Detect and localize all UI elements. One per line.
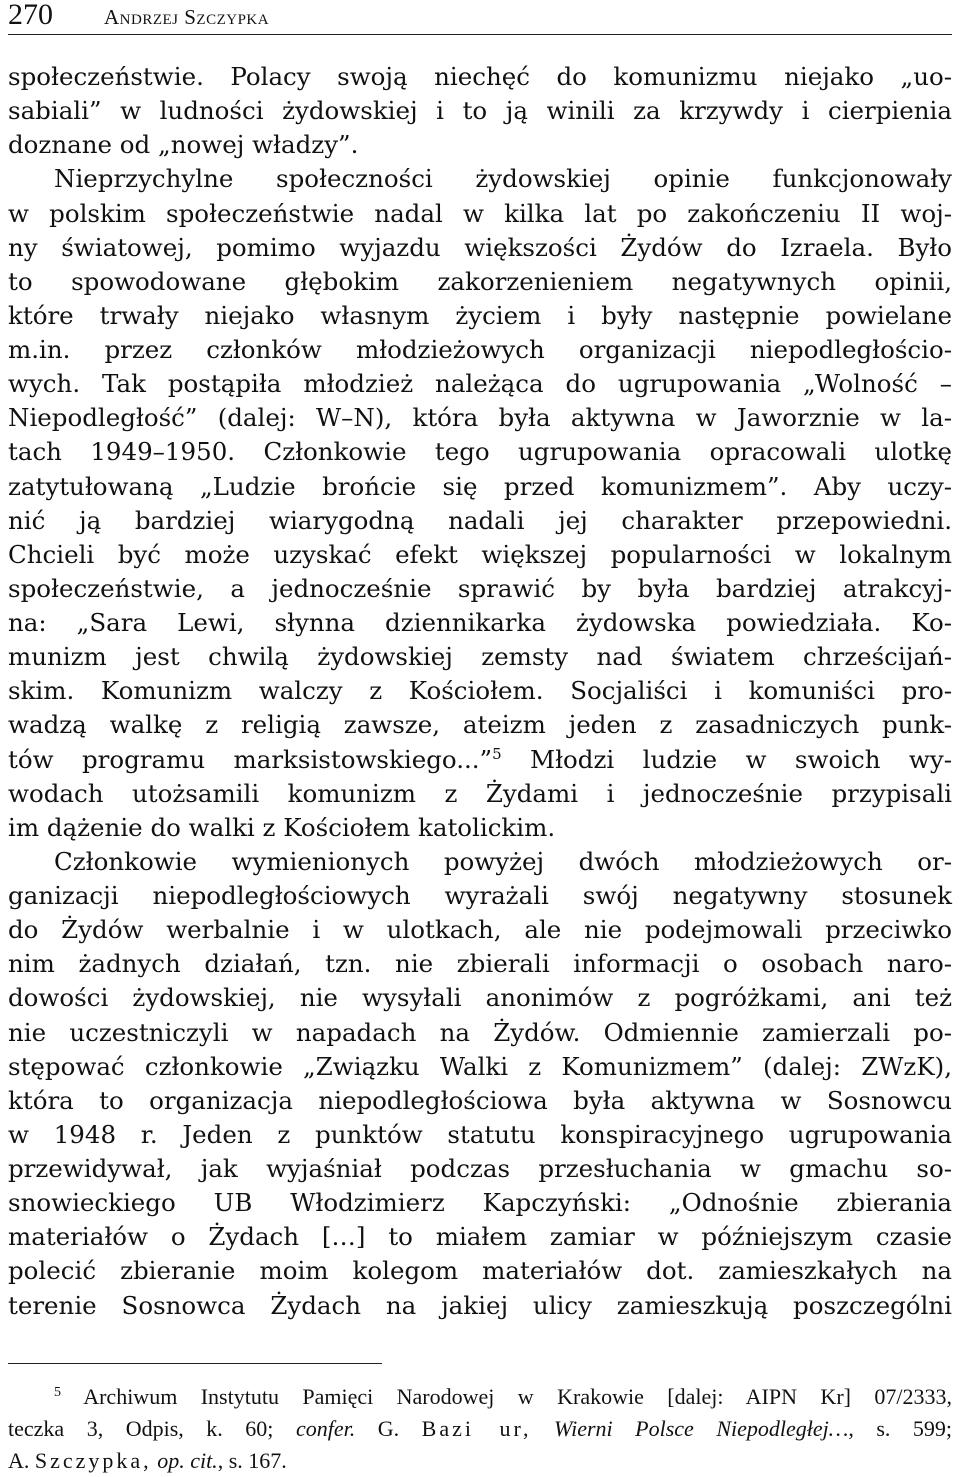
footnote-marker: 5 bbox=[54, 1385, 61, 1400]
text-line: nim żadnych działań, tzn. nie zbierali informacji o osobach naro- bbox=[8, 949, 952, 979]
text-line: która to organizacja niepodległościowa była aktywna w Sosnowcu bbox=[8, 1085, 952, 1115]
text-line: wadzą walkę z religią zawsze, ateizm jeden z zasadniczych punk- bbox=[8, 710, 952, 740]
body-text bbox=[8, 60, 952, 1323]
text-line: wych. Tak postąpiła młodzież należąca do ugrupowania „Wolność – bbox=[8, 369, 952, 399]
text-line: nie uczestniczyli w napadach na Żydów. Odmiennie zamierzali po- bbox=[8, 1017, 952, 1047]
text-line: społeczeństwie. Polacy swoją niechęć do komunizmu niejako „uo- bbox=[8, 62, 952, 91]
text-line: nić ją bardziej wiarygodną nadali jej charakter przepowiedni. bbox=[8, 505, 952, 535]
text-line: polecić zbieranie moim kolegom materiałów dot. zamieszkałych na bbox=[8, 1256, 952, 1286]
text-line: Chcieli być może uzyskać efekt większej popularności w lokalnym bbox=[8, 539, 952, 569]
text-line: Nieprzychylne społeczności żydowskiej opinie funkcjonowały bbox=[54, 164, 952, 194]
text-line: m.in. przez członków młodzieżowych organizacji niepodległościo- bbox=[8, 335, 952, 364]
text-line: ny światowej, pomimo wyjazdu większości Żydów do Izraela. Było bbox=[8, 232, 952, 262]
text-line: w polskim społeczeństwie nadal w kilka lat po zakończeniu II woj- bbox=[8, 198, 952, 228]
running-header bbox=[8, 0, 952, 35]
footnote-spaced-name: Szczypka, bbox=[34, 1448, 152, 1473]
footnote-line bbox=[8, 1445, 952, 1477]
footnote-italic: confer. bbox=[295, 1416, 356, 1441]
text-line: im dążenie do walki z Kościołem katolickim. bbox=[8, 812, 556, 842]
text-line: Niepodległość” (dalej: W–N), która była aktywna w Jaworznie w la- bbox=[8, 403, 952, 433]
line-continuation: Młodzi ludzie w swoich wy- bbox=[530, 744, 953, 774]
footnote-line bbox=[8, 1413, 952, 1445]
text-line: przewidywał, jak wyjaśniał podczas przesłuchania w gmachu so- bbox=[8, 1154, 952, 1183]
text-line: Członkowie wymienionych powyżej dwóch młodzieżowych or- bbox=[54, 846, 952, 876]
text-line-with-footnote bbox=[8, 743, 952, 777]
text-line: stępować członkowie „Związku Walki z Komunizmem” (dalej: ZWzK), bbox=[8, 1051, 952, 1081]
footnote-line bbox=[8, 1381, 952, 1413]
text-line: ganizacji niepodległościowych wyrażali swój negatywny stosunek bbox=[8, 881, 952, 910]
text-line: snowieckiego UB Włodzimierz Kapczyński: „Odnośnie zbierania bbox=[8, 1188, 952, 1218]
text-line: dowości żydowskiej, nie wysyłali anonimów z pogróżkami, ani też bbox=[8, 983, 952, 1013]
text-line: to spowodowane głębokim zakorzenieniem negatywnych opinii, bbox=[8, 266, 952, 296]
text-line: doznane od „nowej władzy”. bbox=[8, 130, 359, 160]
text-line: w 1948 r. Jeden z punktów statutu konspiracyjnego ugrupowania bbox=[8, 1119, 952, 1149]
footnote-text: , s. 167. bbox=[217, 1448, 287, 1473]
footnote-italic: Wierni Polsce Niepodległej… bbox=[553, 1416, 849, 1441]
text-line: terenie Sosnowca Żydach na jakiej ulicy zamieszkują poszczególni bbox=[8, 1290, 952, 1320]
text-line: społeczeństwie, a jednocześnie sprawić by była bardziej atrakcyj- bbox=[8, 573, 952, 603]
footnote-italic: op. cit. bbox=[157, 1448, 218, 1473]
footnote-text: , s. 599; bbox=[848, 1416, 953, 1441]
quoted-text: tów programu marksistowskiego...” bbox=[8, 744, 493, 774]
text-line: zatytułowaną „Ludzie brońcie się przed komunizmem”. Aby uczy- bbox=[8, 471, 952, 501]
text-line: tach 1949–1950. Członkowie tego ugrupowania opracowali ulotkę bbox=[8, 437, 952, 467]
text-line: sabiali” w ludności żydowskiej i to ją winili za krzywdy i cierpienia bbox=[8, 96, 952, 126]
text-line: do Żydów werbalnie i w ulotkach, ale nie podejmowali przeciwko bbox=[8, 915, 952, 945]
text-line: na: „Sara Lewi, słynna dziennikarka żydowska powiedziała. Ko- bbox=[8, 608, 952, 637]
running-head-author: Andrzej Szczypka bbox=[104, 5, 270, 29]
footnote-text: Archiwum Instytutu Pamięci Narodowej w Krakowie [dalej: AIPN Kr] 07/2333, bbox=[83, 1384, 952, 1409]
footnote-text: G. bbox=[377, 1416, 400, 1441]
footnote-text: teczka 3, Odpis, k. 60; bbox=[8, 1416, 274, 1441]
footnote-spaced-name: Bazi ur, bbox=[421, 1416, 532, 1441]
footnotes bbox=[8, 1381, 952, 1477]
text-line: materiałów o Żydach […] to miałem zamiar w późniejszym czasie bbox=[8, 1222, 952, 1252]
text-line: skim. Komunizm walczy z Kościołem. Socjaliści i komuniści pro- bbox=[8, 676, 952, 706]
footnote-separator bbox=[8, 1363, 382, 1364]
footnote-text: A. bbox=[8, 1448, 30, 1473]
page-number: 270 bbox=[8, 0, 53, 31]
text-line: munizm jest chwilą żydowskiej zemsty nad światem chrześcijań- bbox=[8, 642, 952, 672]
footnote-reference[interactable]: 5 bbox=[492, 744, 502, 763]
text-line: wodach utożsamili komunizm z Żydami i jednocześnie przypisali bbox=[8, 778, 952, 808]
text-line: które trwały niejako własnym życiem i były następnie powielane bbox=[8, 300, 952, 330]
